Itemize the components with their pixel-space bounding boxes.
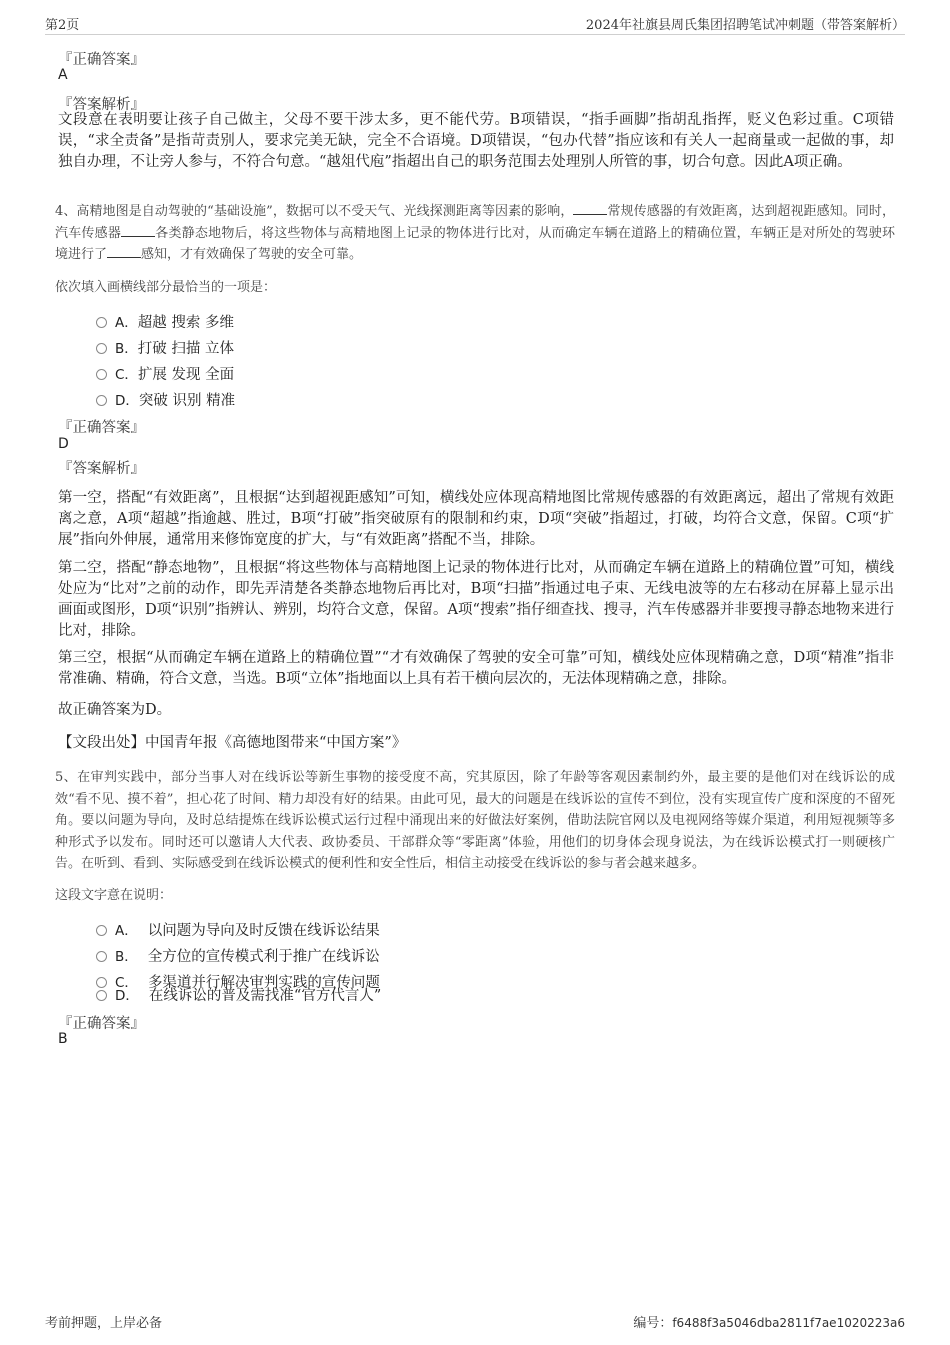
page-header: [45, 14, 905, 35]
q4-conclusion: 故正确答案为D。: [58, 702, 172, 718]
q4-answer: D: [58, 436, 69, 452]
q4-stem-part4: 感知，才有效确保了驾驶的安全可靠。: [141, 247, 363, 262]
radio-icon[interactable]: [96, 317, 107, 328]
correct-answer-label: 『正确答案』: [58, 420, 145, 436]
q4-option-d[interactable]: D．突破 识别 精准: [96, 389, 235, 410]
q3-answer: A: [58, 67, 68, 83]
radio-icon[interactable]: [96, 369, 107, 380]
q3-analysis: 文段意在表明要让孩子自己做主，父母不要干涉太多，更不能代劳。B项错误，“指手画脚”指胡乱指挥，贬义色彩过重。C项错误，“求全责备”是指苛责别人，要求完美无缺，完全不合语境。D项错误，“包办代替”指应该和有关人一起商量或一起做的事，却独自办理，不让旁人参与，不符合句意。“越俎代庖”指超出自己的职务范围去处理别人所管的事，切合句意。因此A项正确。: [58, 112, 894, 170]
document-code: 编号：f6488f3a5046dba2811f7ae1020223a6: [633, 1316, 905, 1331]
q4-blank-1: [573, 202, 607, 215]
q5-answer: B: [58, 1031, 68, 1047]
q4-stem: [55, 201, 895, 266]
document-title: 2024年社旗县周氏集团招聘笔试冲刺题（带答案解析）: [585, 18, 905, 33]
q5-option-b[interactable]: B． 全方位的宣传模式利于推广在线诉讼: [96, 945, 380, 966]
q4-option-b[interactable]: B．打破 扫描 立体: [96, 337, 234, 358]
q4-option-a[interactable]: A．超越 搜索 多维: [96, 311, 234, 332]
analysis-label: 『答案解析』: [58, 461, 145, 477]
radio-icon[interactable]: [96, 395, 107, 406]
q5-option-a[interactable]: A． 以问题为导向及时反馈在线诉讼结果: [96, 919, 380, 940]
q4-source: 【文段出处】中国青年报《高德地图带来“中国方案”》: [58, 735, 407, 751]
q4-stem-part2: 常规传感器的有效距离，达到超视距感知。同时，汽车传感器: [55, 204, 895, 241]
radio-icon[interactable]: [96, 951, 107, 962]
q4-analysis-2: 第二空，搭配“静态地物”，且根据“将这些物体与高精地图上记录的物体进行比对，从而确定车辆在道路上的精确位置”可知，横线处应为“比对”之前的动作，即先弄清楚各类静态地物后再比对，B项“扫描”指通过电子束、无线电波等的左右移动在屏幕上显示出画面或图形，D项“识别”指辨认、辨别，均符合文意，保留。A项“搜索”指仔细查找、搜寻，汽车传感器并非要搜寻静态地物来进行比对，排除。: [58, 560, 894, 639]
q4-ask: 依次填入画横线部分最恰当的一项是：: [55, 280, 277, 295]
q4-stem-part1: 4、高精地图是自动驾驶的“基础设施”，数据可以不受天气、光线探测距离等因素的影响，: [55, 204, 574, 219]
q4-analysis-3: 第三空，根据“从而确定车辆在道路上的精确位置”“才有效确保了驾驶的安全可靠”可知，横线处应体现精确之意，D项“精准”指非常准确、精确，符合文意，当选。B项“立体”指地面以上具有若干横向层次的，无法体现精确之意，排除。: [58, 650, 894, 687]
radio-icon[interactable]: [96, 990, 107, 1001]
page-number: 第2页: [45, 18, 80, 33]
analysis-label: 『答案解析』: [58, 97, 145, 113]
q5-stem: 5、在审判实践中，部分当事人对在线诉讼等新生事物的接受度不高，究其原因，除了年龄等客观因素制约外，最主要的是他们对在线诉讼的成效“看不见、摸不着”，担心花了时间、精力却没有好的结果。由此可见，最大的问题是在线诉讼的宣传不到位，没有实现宣传广度和深度的不留死角。要以问题为导向，及时总结提炼在线诉讼模式运行过程中涌现出来的好做法好案例，借助法院官网以及电视网络等媒介渠道，利用短视频等多种形式予以发布。同时还可以邀请人大代表、政协委员、干部群众等“零距离”体验，用他们的切身体会现身说法，为在线诉讼模式打一则硬核广告。在听到、看到、实际感受到在线诉讼模式的便利性和安全性后，相信主动接受在线诉讼的参与者会越来越多。: [55, 770, 895, 871]
correct-answer-label: 『正确答案』: [58, 1016, 145, 1032]
radio-icon[interactable]: [96, 343, 107, 354]
q4-analysis-1: 第一空，搭配“有效距离”，且根据“达到超视距感知”可知，横线处应体现高精地图比常规传感器的有效距离远，超出了常规有效距离之意，A项“超越”指逾越、胜过，B项“打破”指突破原有的限制和约束，D项“突破”指超过，打破，均符合文意，保留。C项“扩展”指向外伸展，通常用来修饰宽度的扩大，与“有效距离”搭配不当，排除。: [58, 490, 894, 548]
q5-ask: 这段文字意在说明：: [55, 888, 173, 903]
correct-answer-label: 『正确答案』: [58, 52, 145, 68]
q4-option-c[interactable]: C．扩展 发现 全面: [96, 363, 234, 384]
footer-slogan: 考前押题，上岸必备: [45, 1316, 163, 1331]
q4-blank-3: [107, 245, 141, 258]
q5-option-c[interactable]: C． 多渠道并行解决审判实践的宣传问题: [96, 971, 380, 992]
q5-option-d[interactable]: D． 在线诉讼的普及需找准“官方代言人”: [96, 984, 381, 1005]
q4-stem-part3: 各类静态地物后，将这些物体与高精地图上记录的物体进行比对，从而确定车辆在道路上的精确位置，车辆正是对所处的驾驶环境进行了: [55, 225, 895, 262]
q4-blank-2: [121, 224, 155, 237]
radio-icon[interactable]: [96, 925, 107, 936]
